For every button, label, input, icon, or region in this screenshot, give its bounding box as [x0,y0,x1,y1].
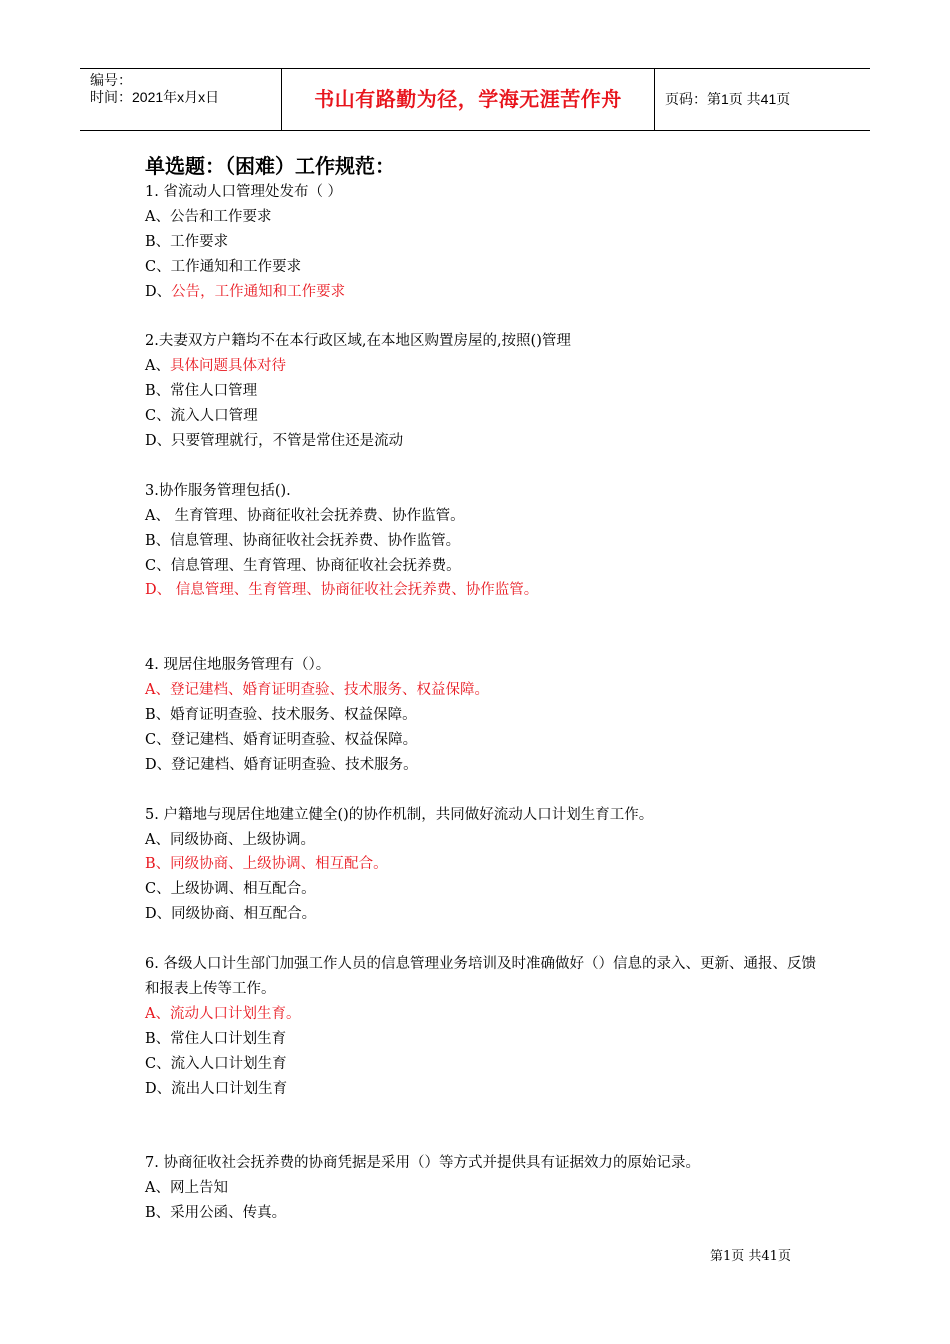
section-title: 单选题：（困难）工作规范： [145,154,395,178]
page-header [80,68,870,131]
option-c: C、上级协调、相互配合。 [145,881,316,898]
option-a: A、公告和工作要求 [145,208,272,225]
option-b: B、常住人口管理 [145,383,258,400]
option-b: B、采用公函、传真。 [145,1205,287,1222]
question-text: 5. 户籍地与现居住地建立健全()的协作机制，共同做好流动人口计划生育工作。 [145,806,654,823]
question-1 [145,180,825,305]
header-page-info: 页码：第1页 共41页 [665,91,791,107]
header-left-cell [80,69,282,130]
option-prefix: A、 [145,358,170,375]
option-a: A、网上告知 [145,1180,228,1197]
option-d: D、登记建档、婚育证明查验、技术服务。 [145,756,418,773]
answer-text: 公告，工作通知和工作要求 [171,283,346,300]
header-page-cell [655,69,870,130]
option-c: C、登记建档、婚育证明查验、权益保障。 [145,731,418,748]
option-prefix: D、 [145,283,172,300]
option-d-answer: D、 信息管理、生育管理、协商征收社会抚养费、协作监管。 [145,582,539,599]
question-text: 4. 现居住地服务管理有（）。 [145,657,331,674]
option-d: D、流出人口计划生育 [145,1080,288,1097]
option-b: B、信息管理、协商征收社会抚养费、协作监管。 [145,532,461,549]
option-c: C、工作通知和工作要求 [145,258,302,275]
option-a: A、 生育管理、协商征收社会抚养费、协作监管。 [145,507,465,524]
question-text: 2.夫妻双方户籍均不在本行政区域,在本地区购置房屋的,按照()管理 [145,333,571,350]
time-label: 时间：2021年x月x日 [90,89,220,105]
question-3 [145,479,825,604]
option-c: C、信息管理、生育管理、协商征收社会抚养费。 [145,557,461,574]
option-d: D、同级协商、相互配合。 [145,906,317,923]
option-c: C、流入人口管理 [145,408,258,425]
option-a-answer: A、流动人口计划生育。 [145,1005,301,1022]
question-text: 7. 协商征收社会抚养费的协商凭据是采用（）等方式并提供具有证据效力的原始记录。 [145,1155,700,1172]
question-6 [145,952,825,1101]
option-b: B、常住人口计划生育 [145,1030,287,1047]
header-motto: 书山有路勤为径，学海无涯苦作舟 [314,87,622,111]
page-footer: 第1页 共41页 [710,1249,791,1264]
option-a-answer: A、登记建档、婚育证明查验、技术服务、权益保障。 [145,682,489,699]
option-a [145,354,825,379]
option-d: D、只要管理就行，不管是常住还是流动 [145,433,404,450]
question-7 [145,1151,825,1226]
question-5 [145,803,825,928]
question-text: 3.协作服务管理包括(). [145,482,291,499]
question-4 [145,653,825,778]
header-motto-cell [282,69,655,130]
option-d [145,280,825,305]
document-body [145,152,825,1226]
option-a: A、同级协商、上级协调。 [145,831,315,848]
question-2 [145,329,825,454]
question-text: 1. 省流动人口管理处发布（ ） [145,184,343,200]
option-c: C、流入人口计划生育 [145,1055,287,1072]
answer-text: 具体问题具体对待 [169,358,286,375]
option-b: B、婚育证明查验、技术服务、权益保障。 [145,706,417,723]
option-b-answer: B、同级协商、上级协调、相互配合。 [145,856,388,873]
option-b: B、工作要求 [145,233,229,250]
question-text: 6. 各级人口计生部门加强工作人员的信息管理业务培训及时准确做好（）信息的录入、更新、通报、反馈和报表上传等工作。 [145,956,816,997]
serial-number-label: 编号： [90,72,132,88]
